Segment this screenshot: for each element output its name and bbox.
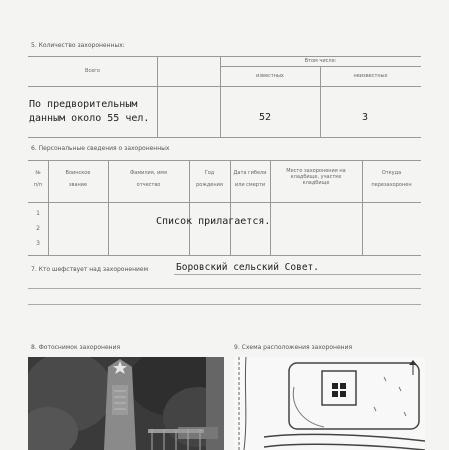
- s7-line-3: [28, 304, 421, 305]
- s6-h-birth: Год рождения: [196, 170, 223, 188]
- section8-title: 8. Фотоснимок захоронения: [31, 344, 121, 351]
- s5-unknown-value: 3: [362, 112, 369, 123]
- s5-bottom-line: [28, 137, 421, 138]
- s6-h-from: Откуда перезахоронен: [371, 170, 412, 188]
- section6-title: 6. Персональные сведения о захороненных: [31, 145, 170, 152]
- s6-bottom-line: [28, 255, 421, 256]
- s5-known-value: 52: [259, 112, 272, 123]
- s5-total-line1: По предворительным: [29, 99, 138, 110]
- s5-col-total: Всего: [85, 68, 100, 74]
- s6-h-name: Фамилия, имя отчество: [129, 170, 168, 188]
- s6-row-2: 2: [36, 225, 40, 232]
- s5-vline-1: [157, 56, 158, 137]
- s5-total-line2: данным около 55 чел.: [29, 113, 150, 124]
- s6-row-1: 1: [36, 210, 40, 217]
- section7-value: Боровский сельский Совет.: [176, 262, 319, 273]
- s6-h-num: № п/п: [33, 170, 43, 188]
- s5-col-known: известных: [256, 73, 284, 79]
- s5-col-unknown: неизвестных: [353, 73, 388, 79]
- burial-scheme: [234, 357, 425, 450]
- grave-photo: [28, 357, 224, 450]
- s5-top-line: [28, 56, 421, 57]
- section5-title: 5. Количество захороненных:: [31, 42, 125, 49]
- section7-label: 7. Кто шефствует над захоронением: [31, 266, 149, 273]
- s5-col-including: Втом числе:: [304, 58, 337, 64]
- s5-header-bottom-line: [28, 86, 421, 87]
- s6-h-rank: Воинское звание: [65, 170, 91, 188]
- s7-line-1: [174, 274, 421, 275]
- s6-row-3: 3: [36, 240, 40, 247]
- s6-h-death: Дата гибели или смерти: [233, 170, 267, 188]
- s6-h-place: Место захоронения на кладбище, участке кладбище: [286, 168, 346, 186]
- s5-vline-2: [220, 56, 221, 137]
- s6-list-note: Список прилагается.: [156, 216, 271, 227]
- s7-line-2: [28, 288, 421, 289]
- burial-scheme-drawing: [234, 357, 425, 450]
- grave-photo-image: [28, 357, 224, 450]
- section9-title: 9. Схема расположения захоронения: [234, 344, 353, 351]
